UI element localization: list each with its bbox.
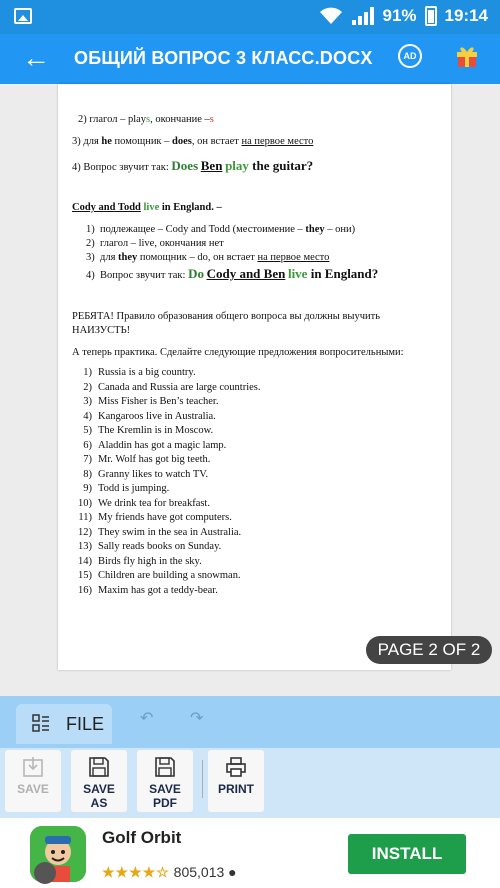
ad-icon[interactable]: AD <box>398 44 422 68</box>
document-title: ОБЩИЙ ВОПРОС 3 КЛАСС.DOCX <box>74 48 373 68</box>
redo-icon[interactable]: ↷ <box>190 710 204 727</box>
save-button[interactable]: SAVE <box>5 750 61 812</box>
document-page[interactable] <box>58 84 451 670</box>
doc-example-heading: Cody and Todd live in England. – <box>72 202 222 213</box>
clock: 19:14 <box>444 6 488 25</box>
battery-percent: 91% <box>382 6 417 25</box>
wifi-icon <box>318 6 344 26</box>
tab-file-label: FILE <box>66 714 105 734</box>
list-item: 14) Birds fly high in the sky. <box>78 555 202 567</box>
exercise-list <box>70 367 261 599</box>
gift-icon[interactable] <box>456 44 478 68</box>
list-item: 16) Maxim has got a teddy-bear. <box>78 584 218 596</box>
list-item: 1) Russia is a big country. <box>83 367 196 378</box>
doc-rule-text: РЕБЯТА! Правило образования общего вопроса вы должны выучить НАИЗУСТЬ! <box>72 311 381 336</box>
list-item: 12) They swim in the sea in Australia. <box>78 526 242 538</box>
bottom-panel-tabs <box>0 696 500 748</box>
list-item: 11) My friends have got computers. <box>78 512 232 523</box>
signal-icon <box>352 7 374 25</box>
back-arrow-icon[interactable]: ← <box>22 42 50 73</box>
save-as-button[interactable]: SAVE AS <box>71 750 127 812</box>
status-icons <box>318 6 488 26</box>
gallery-notification-icon <box>14 8 32 24</box>
doc-explain-4: 4) Вопрос звучит так: Do Cody and Ben live in England? <box>86 266 379 281</box>
floppy-disk-icon <box>88 756 110 778</box>
app-toolbar <box>0 34 500 84</box>
ad-review-count: 805,013 <box>173 864 225 880</box>
file-menu-icon <box>32 714 50 732</box>
page-indicator: PAGE 2 OF 2 <box>366 636 492 664</box>
doc-explain-2: 2) глагол – live, окончания нет <box>86 238 224 249</box>
doc-explain-1: 1) подлежащее – Cody and Todd (местоимение – they – они) <box>86 224 356 235</box>
pdf-floppy-icon <box>154 756 176 778</box>
list-item: 15) Children are building a snowman. <box>78 570 241 581</box>
tab-file[interactable] <box>16 704 112 744</box>
doc-task-text: А теперь практика. Сделайте следующие предложения вопросительными: <box>72 347 404 358</box>
toolbar-divider <box>202 760 203 798</box>
doc-line-helper: 3) для he помощник – does, он встает на первое место <box>72 136 314 147</box>
status-bar <box>0 0 500 34</box>
ad-rating <box>102 864 237 881</box>
file-actions-panel <box>0 748 500 818</box>
doc-explain-3: 3) для they помощник – do, он встает на первое место <box>86 252 330 263</box>
list-item: 13) Sally reads books on Sunday. <box>78 541 222 552</box>
battery-icon <box>425 6 437 26</box>
list-item: 5) The Kremlin is in Moscow. <box>83 425 214 436</box>
list-item: 8) Granny likes to watch TV. <box>83 468 209 480</box>
nav-dot-icon <box>34 862 56 884</box>
print-button[interactable]: PRINT <box>208 750 264 812</box>
list-item: 6) Aladdin has got a magic lamp. <box>83 439 227 451</box>
list-item: 10) We drink tea for breakfast. <box>78 497 210 509</box>
ad-banner[interactable] <box>0 818 500 888</box>
save-pdf-button[interactable]: SAVE PDF <box>137 750 193 812</box>
doc-line-verb: 2) глагол – plays, окончание –s <box>78 114 214 125</box>
list-item: 9) Todd is jumping. <box>83 483 170 494</box>
save-download-icon <box>22 756 44 778</box>
doc-line-question: 4) Вопрос звучит так: Does Ben play the guitar? <box>72 158 314 173</box>
install-button[interactable]: INSTALL <box>348 834 466 874</box>
list-item: 4) Kangaroos live in Australia. <box>83 410 216 422</box>
list-item: 3) Miss Fisher is Ben’s teacher. <box>83 396 219 407</box>
ad-app-name: Golf Orbit <box>102 828 182 847</box>
user-icon: ● <box>228 864 237 880</box>
undo-icon[interactable]: ↶ <box>140 710 154 727</box>
list-item: 7) Mr. Wolf has got big teeth. <box>83 454 211 465</box>
printer-icon <box>225 756 247 778</box>
list-item: 2) Canada and Russia are large countries. <box>83 381 261 393</box>
star-rating-icon: ★★★★☆ <box>102 864 170 880</box>
